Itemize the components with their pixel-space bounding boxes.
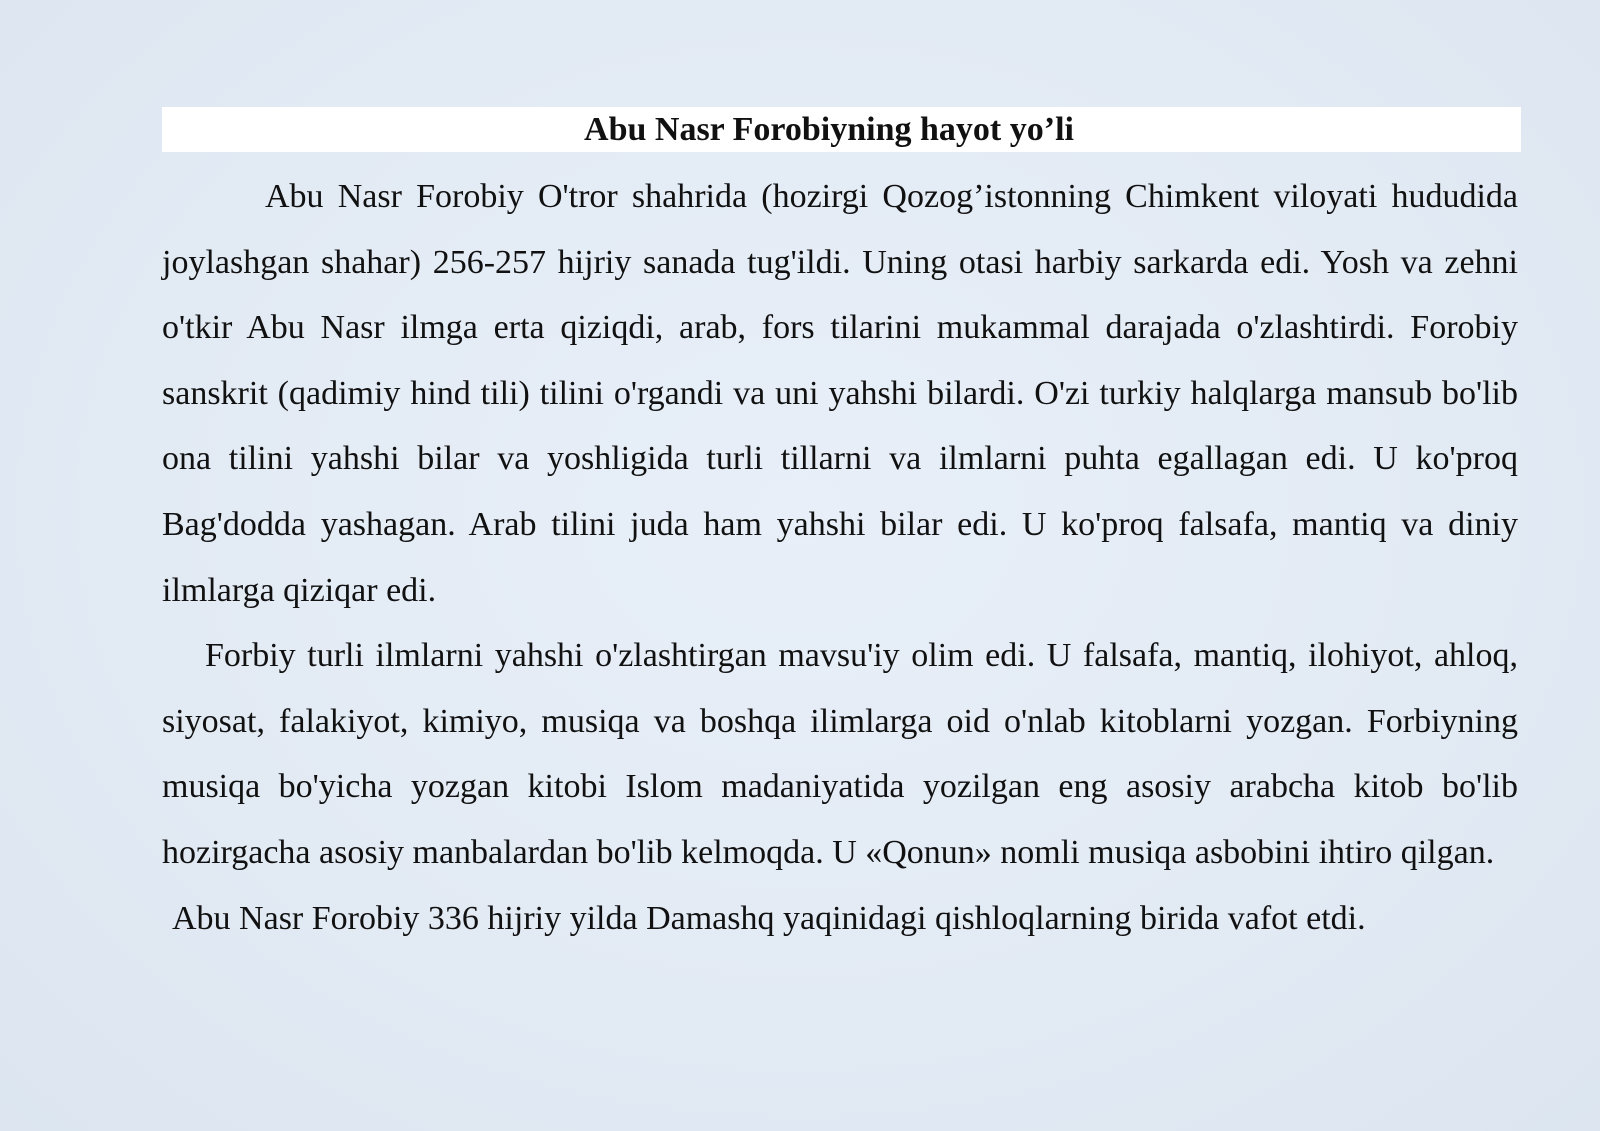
- paragraph-scholarship: Forbiy turli ilmlarni yahshi o'zlashtirgan mavsu'iy olim edi. U falsafa, mantiq, ilohiyot, ahloq, siyosat, falakiyot, kimiyo, musiqa va boshqa ilimlarga oid o'nlab kitoblarni yozgan. Forbiyning musiqa bo'yicha yozgan kitobi Islom madaniyatida yozilgan eng asosiy arabcha kitob bo'lib hozirgacha asosiy manbalardan bo'lib kelmoqda. U «Qonun» nomli musiqa asbobini ihtiro qilgan.: [162, 637, 1518, 871]
- paragraph-biography-early-life: Abu Nasr Forobiy O'tror shahrida (hozirgi Qozog’istonning Chimkent viloyati hududida joylashgan shahar) 256-257 hijriy sanada tug'ildi. Uning otasi harbiy sarkarda edi. Yosh va zehni o'tkir Abu Nasr ilmga erta qiziqdi, arab, fors tilarini mukammal darajada o'zlashtirdi. Forobiy sanskrit (qadimiy hind tili) tilini o'rgandi va uni yahshi bilardi. O'zi turkiy halqlarga mansub bo'lib ona tilini yahshi bilar va yoshligida turli tillarni va ilmlarni puhta egallagan edi. U ko'proq Bag'dodda yashagan. Arab tilini juda ham yahshi bilar edi. U ko'proq falsafa, mantiq va diniy ilmlarga qiziqar edi.: [162, 178, 1518, 609]
- document-title: Abu Nasr Forobiyning hayot yo’li: [584, 111, 1074, 148]
- document-body: [162, 164, 1518, 951]
- paragraph-death: Abu Nasr Forobiy 336 hijriy yilda Damashq yaqinidagi qishloqlarning birida vafot etdi.: [172, 899, 1366, 937]
